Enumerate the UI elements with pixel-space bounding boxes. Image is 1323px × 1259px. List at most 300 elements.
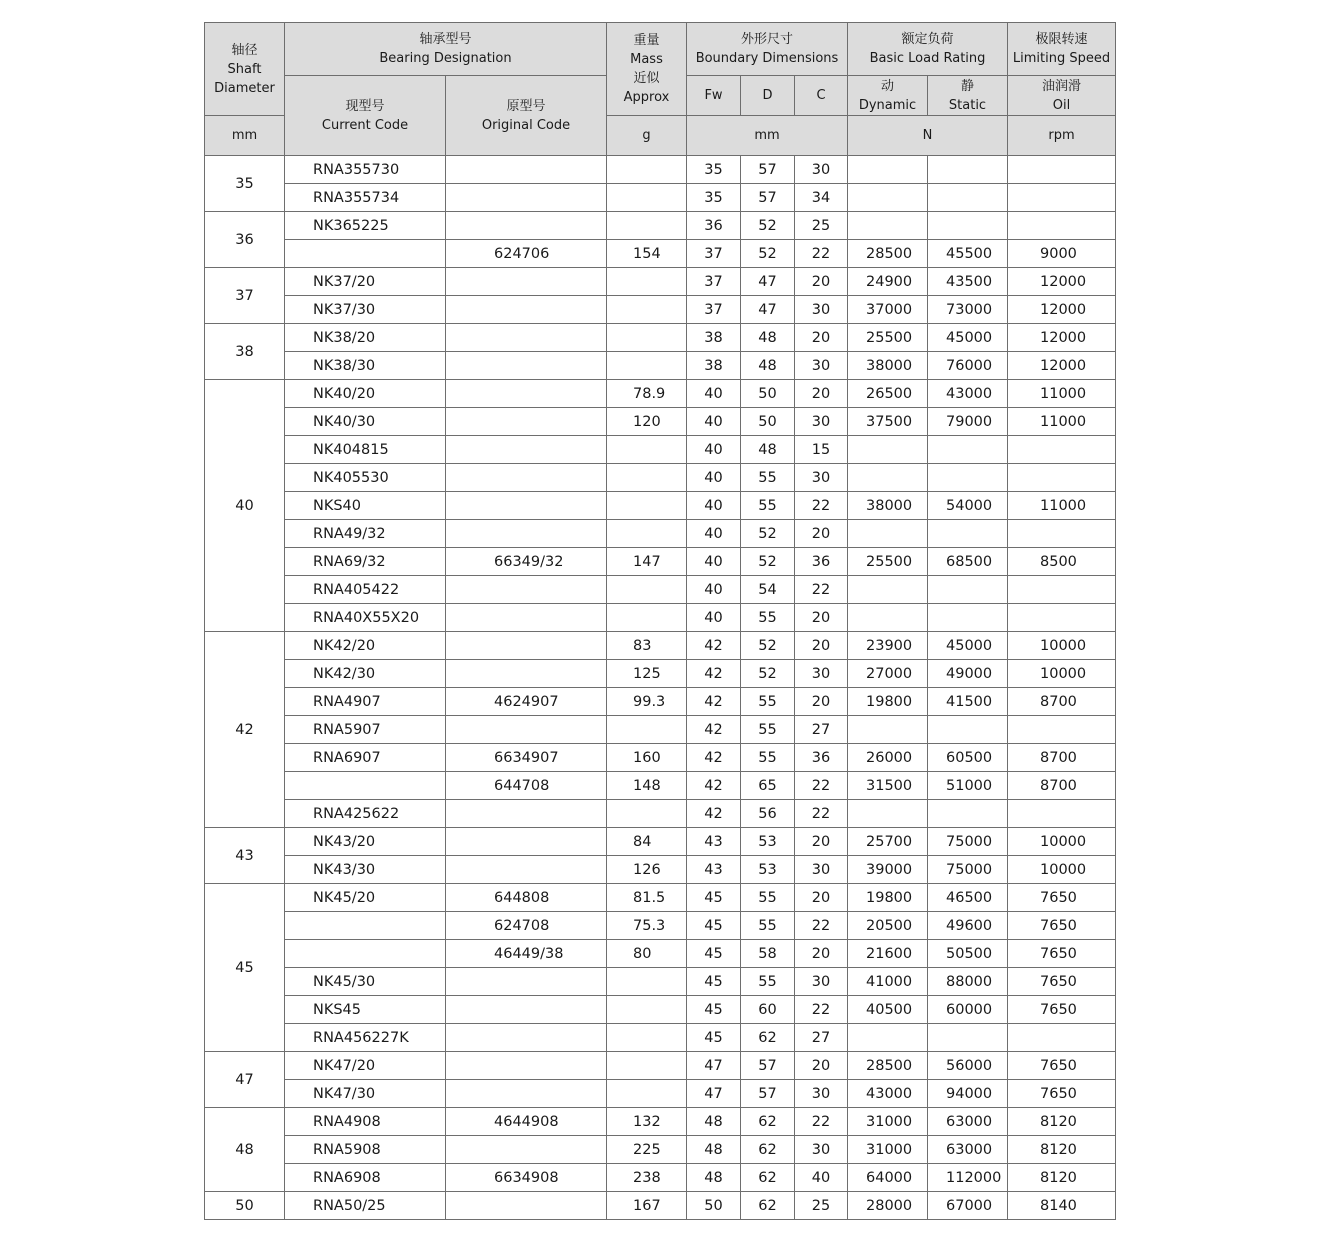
shaft-diameter-cell: 47 [205,1052,285,1108]
c-cell: 30 [795,660,848,688]
c-cell: 22 [795,996,848,1024]
static-load-cell: 41500 [928,688,1008,716]
current-code-cell: NK42/20 [285,632,446,660]
c-cell: 20 [795,380,848,408]
dynamic-load-cell: 39000 [848,856,928,884]
d-cell: 55 [741,688,795,716]
c-cell: 20 [795,1052,848,1080]
static-load-cell [928,604,1008,632]
c-cell: 25 [795,1192,848,1220]
original-code-cell [446,436,607,464]
fw-cell: 38 [687,324,741,352]
current-code-cell: NK40/30 [285,408,446,436]
dynamic-load-cell: 25700 [848,828,928,856]
static-load-cell: 45500 [928,240,1008,268]
fw-cell: 38 [687,352,741,380]
current-code-cell: NK37/30 [285,296,446,324]
oil-speed-cell: 10000 [1008,632,1116,660]
mass-cell [607,576,687,604]
original-code-cell: 644708 [446,772,607,800]
dynamic-load-cell: 20500 [848,912,928,940]
d-cell: 53 [741,828,795,856]
oil-speed-cell: 12000 [1008,352,1116,380]
static-load-cell: 75000 [928,856,1008,884]
mass-cell [607,996,687,1024]
current-code-cell: NK37/20 [285,268,446,296]
fw-cell: 50 [687,1192,741,1220]
original-code-cell: 46449/38 [446,940,607,968]
current-code-header: 现型号 Current Code [285,76,446,156]
fw-cell: 48 [687,1136,741,1164]
dynamic-load-cell [848,1024,928,1052]
oil-speed-cell: 8700 [1008,688,1116,716]
original-code-cell [446,184,607,212]
mass-cell [607,1024,687,1052]
mass-cell: 120 [607,408,687,436]
oil-speed-cell: 7650 [1008,996,1116,1024]
basic-load-rating-header: 额定负荷 Basic Load Rating [848,23,1008,76]
current-code-cell: RNA355734 [285,184,446,212]
current-code-cell: NK42/30 [285,660,446,688]
mass-cell: 99.3 [607,688,687,716]
oil-speed-cell: 12000 [1008,268,1116,296]
original-code-cell [446,996,607,1024]
dynamic-load-cell [848,520,928,548]
fw-cell: 42 [687,800,741,828]
c-cell: 20 [795,688,848,716]
table-row [205,940,1116,968]
mass-cell [607,268,687,296]
mass-cell [607,184,687,212]
static-load-cell: 67000 [928,1192,1008,1220]
d-cell: 55 [741,884,795,912]
shaft-diameter-cell: 35 [205,156,285,212]
mass-cell [607,436,687,464]
oil-speed-cell: 7650 [1008,968,1116,996]
fw-cell: 40 [687,380,741,408]
mass-cell: 126 [607,856,687,884]
d-cell: 57 [741,156,795,184]
fw-cell: 47 [687,1052,741,1080]
c-cell: 30 [795,156,848,184]
d-cell: 52 [741,660,795,688]
current-code-cell: NKS45 [285,996,446,1024]
shaft-diameter-cell: 42 [205,632,285,828]
oil-speed-cell: 10000 [1008,660,1116,688]
mass-cell [607,716,687,744]
fw-cell: 40 [687,464,741,492]
d-cell: 62 [741,1136,795,1164]
static-load-cell: 51000 [928,772,1008,800]
dynamic-load-cell: 23900 [848,632,928,660]
shaft-diameter-header: 轴径 Shaft Diameter [205,23,285,116]
mass-cell: 148 [607,772,687,800]
fw-cell: 42 [687,688,741,716]
static-load-cell: 88000 [928,968,1008,996]
original-code-cell [446,632,607,660]
dynamic-load-cell: 25500 [848,324,928,352]
fw-cell: 40 [687,548,741,576]
table-row [205,324,1116,352]
fw-cell: 37 [687,240,741,268]
current-code-cell: RNA355730 [285,156,446,184]
dynamic-load-cell: 38000 [848,352,928,380]
mass-cell: 125 [607,660,687,688]
mass-cell: 83 [607,632,687,660]
static-load-cell: 56000 [928,1052,1008,1080]
current-code-cell [285,912,446,940]
oil-speed-cell [1008,184,1116,212]
oil-speed-cell: 7650 [1008,884,1116,912]
dynamic-load-cell: 43000 [848,1080,928,1108]
static-load-cell: 49000 [928,660,1008,688]
static-load-cell: 73000 [928,296,1008,324]
d-cell: 55 [741,604,795,632]
mass-cell [607,520,687,548]
static-load-cell: 112000 [928,1164,1008,1192]
mass-cell [607,296,687,324]
c-cell: 22 [795,1108,848,1136]
c-cell: 20 [795,828,848,856]
d-cell: 58 [741,940,795,968]
fw-cell: 42 [687,632,741,660]
current-code-cell: NK47/20 [285,1052,446,1080]
c-cell: 40 [795,1164,848,1192]
bearing-designation-header: 轴承型号 Bearing Designation [285,23,607,76]
original-code-cell [446,464,607,492]
static-load-cell: 75000 [928,828,1008,856]
static-load-cell: 49600 [928,912,1008,940]
dynamic-load-cell: 26000 [848,744,928,772]
d-cell: 52 [741,212,795,240]
c-cell: 36 [795,744,848,772]
table-row [205,716,1116,744]
oil-speed-cell [1008,156,1116,184]
oil-lubrication-header: 油润滑 Oil [1008,76,1116,116]
static-load-cell [928,436,1008,464]
oil-speed-cell: 10000 [1008,856,1116,884]
fw-cell: 35 [687,184,741,212]
mass-cell: 238 [607,1164,687,1192]
oil-speed-cell: 8120 [1008,1136,1116,1164]
current-code-cell: RNA69/32 [285,548,446,576]
table-row [205,268,1116,296]
current-code-cell: RNA4907 [285,688,446,716]
table-row [205,968,1116,996]
mass-cell [607,1080,687,1108]
oil-speed-cell: 11000 [1008,408,1116,436]
shaft-diameter-cell: 50 [205,1192,285,1220]
original-code-cell [446,1080,607,1108]
static-load-cell: 50500 [928,940,1008,968]
oil-speed-cell: 9000 [1008,240,1116,268]
table-row [205,520,1116,548]
table-row [205,1164,1116,1192]
static-load-cell: 54000 [928,492,1008,520]
d-cell: 57 [741,1052,795,1080]
boundary-dimensions-header: 外形尺寸 Boundary Dimensions [687,23,848,76]
table-row [205,408,1116,436]
d-cell: 55 [741,716,795,744]
original-code-cell: 6634908 [446,1164,607,1192]
oil-speed-cell: 8700 [1008,772,1116,800]
current-code-cell: RNA40X55X20 [285,604,446,632]
dynamic-load-cell: 37500 [848,408,928,436]
table-row [205,660,1116,688]
current-code-cell: NK43/30 [285,856,446,884]
oil-speed-cell: 12000 [1008,324,1116,352]
static-load-cell: 60500 [928,744,1008,772]
current-code-cell: NK405530 [285,464,446,492]
original-code-cell [446,324,607,352]
original-code-cell [446,604,607,632]
table-row [205,912,1116,940]
c-cell: 30 [795,352,848,380]
dynamic-load-cell: 40500 [848,996,928,1024]
d-cell: 60 [741,996,795,1024]
mass-cell [607,156,687,184]
oil-speed-cell [1008,520,1116,548]
d-cell: 62 [741,1164,795,1192]
dynamic-load-cell: 31500 [848,772,928,800]
mass-cell: 225 [607,1136,687,1164]
original-code-cell [446,660,607,688]
original-code-header: 原型号 Original Code [446,76,607,156]
d-cell: 57 [741,184,795,212]
dynamic-load-cell [848,212,928,240]
c-cell: 22 [795,576,848,604]
mass-cell: 84 [607,828,687,856]
fw-cell: 35 [687,156,741,184]
static-load-header: 静 Static [928,76,1008,116]
fw-header: Fw [687,76,741,116]
dynamic-load-cell: 28500 [848,240,928,268]
current-code-cell: NK47/30 [285,1080,446,1108]
table-row [205,436,1116,464]
fw-cell: 40 [687,492,741,520]
static-load-cell: 94000 [928,1080,1008,1108]
fw-cell: 40 [687,436,741,464]
fw-cell: 48 [687,1108,741,1136]
original-code-cell [446,1052,607,1080]
original-code-cell: 624708 [446,912,607,940]
shaft-unit: mm [205,116,285,156]
dimension-unit: mm [687,116,848,156]
table-row [205,1024,1116,1052]
shaft-diameter-cell: 38 [205,324,285,380]
c-cell: 20 [795,884,848,912]
table-row [205,492,1116,520]
fw-cell: 42 [687,744,741,772]
original-code-cell [446,492,607,520]
oil-speed-cell: 7650 [1008,912,1116,940]
current-code-cell: RNA456227K [285,1024,446,1052]
bearing-spec-table [204,22,1116,1220]
d-cell: 53 [741,856,795,884]
table-header [205,23,1116,156]
fw-cell: 43 [687,828,741,856]
current-code-cell: NK38/30 [285,352,446,380]
dynamic-load-cell: 64000 [848,1164,928,1192]
dynamic-load-cell: 28000 [848,1192,928,1220]
table-row [205,856,1116,884]
original-code-cell [446,968,607,996]
table-row [205,604,1116,632]
oil-speed-cell: 7650 [1008,1052,1116,1080]
shaft-diameter-cell: 37 [205,268,285,324]
original-code-cell: 624706 [446,240,607,268]
c-cell: 20 [795,324,848,352]
limiting-speed-header: 极限转速 Limiting Speed [1008,23,1116,76]
dynamic-load-cell [848,184,928,212]
fw-cell: 42 [687,772,741,800]
c-cell: 30 [795,296,848,324]
fw-cell: 45 [687,912,741,940]
dynamic-load-cell: 38000 [848,492,928,520]
oil-speed-cell [1008,212,1116,240]
dynamic-load-cell: 27000 [848,660,928,688]
static-load-cell [928,464,1008,492]
c-cell: 27 [795,716,848,744]
d-cell: 55 [741,744,795,772]
fw-cell: 43 [687,856,741,884]
original-code-cell [446,1024,607,1052]
static-load-cell: 45000 [928,324,1008,352]
d-cell: 52 [741,632,795,660]
original-code-cell [446,856,607,884]
dynamic-load-header: 动 Dynamic [848,76,928,116]
original-code-cell [446,716,607,744]
oil-speed-cell: 12000 [1008,296,1116,324]
current-code-cell: NK38/20 [285,324,446,352]
static-load-cell: 60000 [928,996,1008,1024]
fw-cell: 47 [687,1080,741,1108]
original-code-cell [446,576,607,604]
c-cell: 20 [795,520,848,548]
d-cell: 55 [741,464,795,492]
dynamic-load-cell: 37000 [848,296,928,324]
shaft-diameter-cell: 45 [205,884,285,1052]
original-code-cell [446,352,607,380]
mass-cell [607,212,687,240]
mass-cell: 78.9 [607,380,687,408]
current-code-cell: NK43/20 [285,828,446,856]
static-load-cell [928,716,1008,744]
table-row [205,548,1116,576]
mass-cell: 147 [607,548,687,576]
mass-header: 重量 Mass 近似 Approx [607,23,687,116]
table-row [205,212,1116,240]
c-cell: 30 [795,408,848,436]
table-row [205,464,1116,492]
original-code-cell [446,156,607,184]
original-code-cell [446,268,607,296]
table-row [205,884,1116,912]
c-cell: 22 [795,800,848,828]
load-unit: N [848,116,1008,156]
mass-cell [607,968,687,996]
table-body [205,156,1116,1220]
mass-cell [607,800,687,828]
original-code-cell: 4624907 [446,688,607,716]
fw-cell: 45 [687,996,741,1024]
oil-speed-cell: 11000 [1008,492,1116,520]
current-code-cell: RNA6907 [285,744,446,772]
current-code-cell: NK45/30 [285,968,446,996]
mass-cell [607,1052,687,1080]
mass-cell [607,324,687,352]
oil-speed-cell: 8140 [1008,1192,1116,1220]
mass-cell: 75.3 [607,912,687,940]
d-cell: 55 [741,912,795,940]
d-cell: 65 [741,772,795,800]
static-load-cell: 63000 [928,1136,1008,1164]
c-header: C [795,76,848,116]
table-row [205,156,1116,184]
dynamic-load-cell: 19800 [848,884,928,912]
static-load-cell: 46500 [928,884,1008,912]
d-cell: 48 [741,436,795,464]
table-row [205,380,1116,408]
d-cell: 56 [741,800,795,828]
static-load-cell: 63000 [928,1108,1008,1136]
dynamic-load-cell: 19800 [848,688,928,716]
static-load-cell [928,184,1008,212]
d-cell: 50 [741,408,795,436]
c-cell: 34 [795,184,848,212]
fw-cell: 40 [687,520,741,548]
fw-cell: 37 [687,268,741,296]
mass-cell: 167 [607,1192,687,1220]
mass-unit: g [607,116,687,156]
static-load-cell [928,156,1008,184]
d-cell: 55 [741,968,795,996]
current-code-cell: RNA49/32 [285,520,446,548]
dynamic-load-cell [848,576,928,604]
dynamic-load-cell: 28500 [848,1052,928,1080]
d-cell: 57 [741,1080,795,1108]
table-row [205,1080,1116,1108]
oil-speed-cell: 8120 [1008,1164,1116,1192]
mass-cell [607,464,687,492]
d-cell: 62 [741,1192,795,1220]
c-cell: 20 [795,604,848,632]
d-header: D [741,76,795,116]
table-row [205,632,1116,660]
fw-cell: 45 [687,1024,741,1052]
dynamic-load-cell: 31000 [848,1136,928,1164]
d-cell: 48 [741,352,795,380]
dynamic-load-cell: 21600 [848,940,928,968]
table-row [205,1052,1116,1080]
d-cell: 47 [741,296,795,324]
oil-speed-cell [1008,436,1116,464]
static-load-cell: 76000 [928,352,1008,380]
d-cell: 62 [741,1024,795,1052]
table-row [205,744,1116,772]
static-load-cell [928,212,1008,240]
fw-cell: 37 [687,296,741,324]
original-code-cell [446,828,607,856]
shaft-diameter-cell: 40 [205,380,285,632]
d-cell: 48 [741,324,795,352]
mass-cell: 154 [607,240,687,268]
oil-speed-cell: 8700 [1008,744,1116,772]
c-cell: 22 [795,772,848,800]
current-code-cell: NK45/20 [285,884,446,912]
shaft-diameter-cell: 43 [205,828,285,884]
current-code-cell: RNA6908 [285,1164,446,1192]
